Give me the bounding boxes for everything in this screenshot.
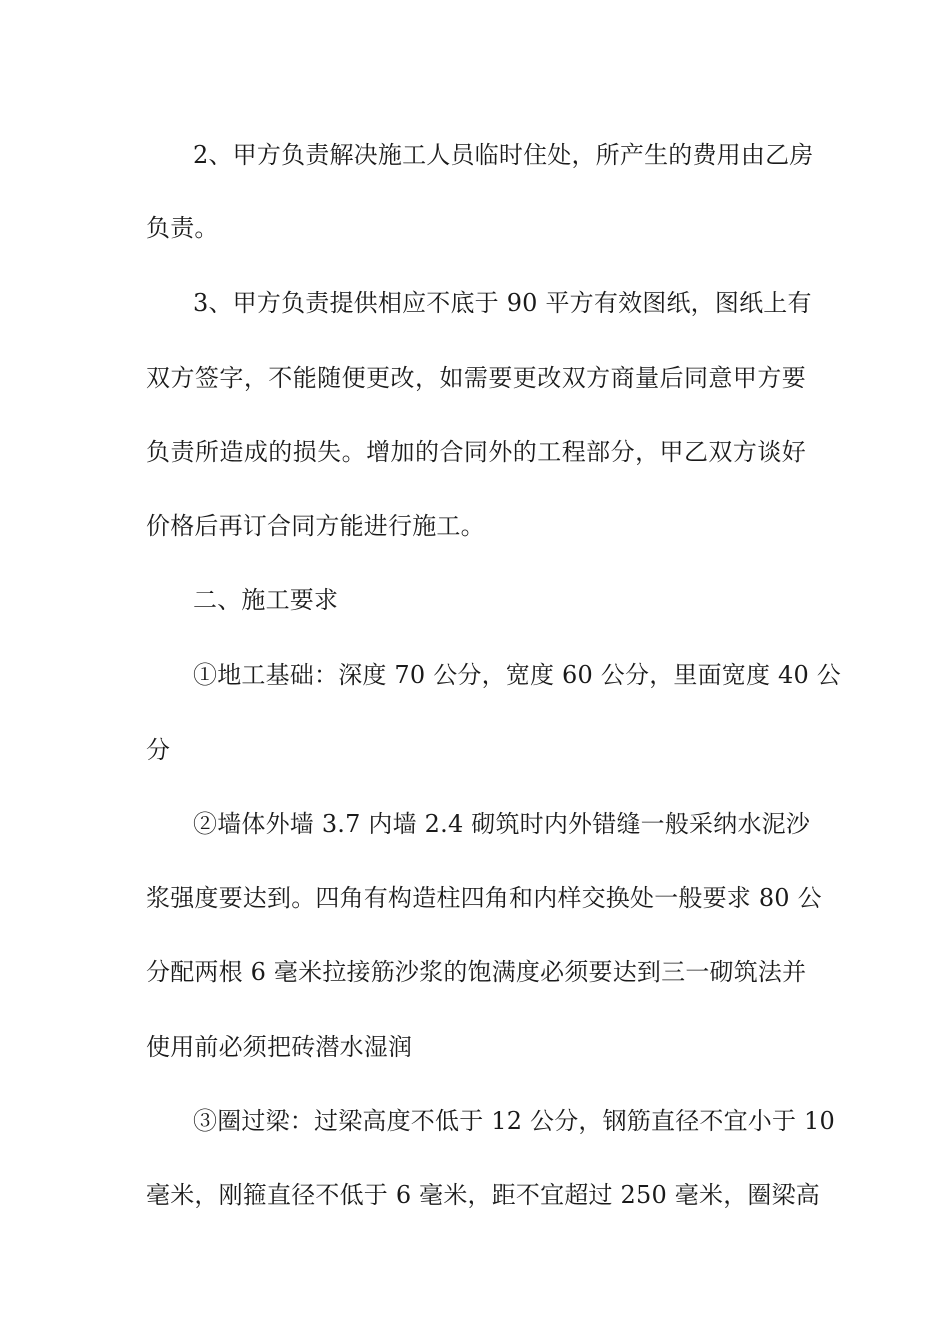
paragraph-line: 2、甲方负责解决施工人员临时住处，所产生的费用由乙房 bbox=[193, 141, 814, 169]
paragraph-line: ①地工基础：深度 70 公分，宽度 60 公分，里面宽度 40 公 bbox=[193, 661, 841, 689]
paragraph-line: 负责。 bbox=[146, 214, 219, 242]
paragraph-line: 双方签字，不能随便更改，如需要更改双方商量后同意甲方要 bbox=[146, 364, 806, 392]
paragraph-line: 分配两根 6 毫米拉接筋沙浆的饱满度必须要达到三一砌筑法并 bbox=[146, 958, 807, 986]
paragraph-line: 分 bbox=[146, 736, 171, 764]
paragraph-line: 负责所造成的损失。增加的合同外的工程部分，甲乙双方谈好 bbox=[146, 438, 806, 466]
paragraph-line: 3、甲方负责提供相应不底于 90 平方有效图纸，图纸上有 bbox=[193, 289, 812, 317]
section-heading: 二、施工要求 bbox=[193, 586, 339, 614]
paragraph-line: 使用前必须把砖潜水湿润 bbox=[146, 1033, 413, 1061]
paragraph-line: 浆强度要达到。四角有构造柱四角和内样交换处一般要求 80 公 bbox=[146, 884, 822, 912]
paragraph-line: ②墙体外墙 3.7 内墙 2.4 砌筑时内外错缝一般采纳水泥沙 bbox=[193, 810, 811, 838]
paragraph-line: ③圈过梁：过梁高度不低于 12 公分，钢筋直径不宜小于 10 bbox=[193, 1107, 835, 1135]
paragraph-line: 毫米，刚箍直径不低于 6 毫米，距不宜超过 250 毫米，圈梁高 bbox=[146, 1181, 820, 1209]
paragraph-line: 价格后再订合同方能进行施工。 bbox=[146, 512, 485, 540]
